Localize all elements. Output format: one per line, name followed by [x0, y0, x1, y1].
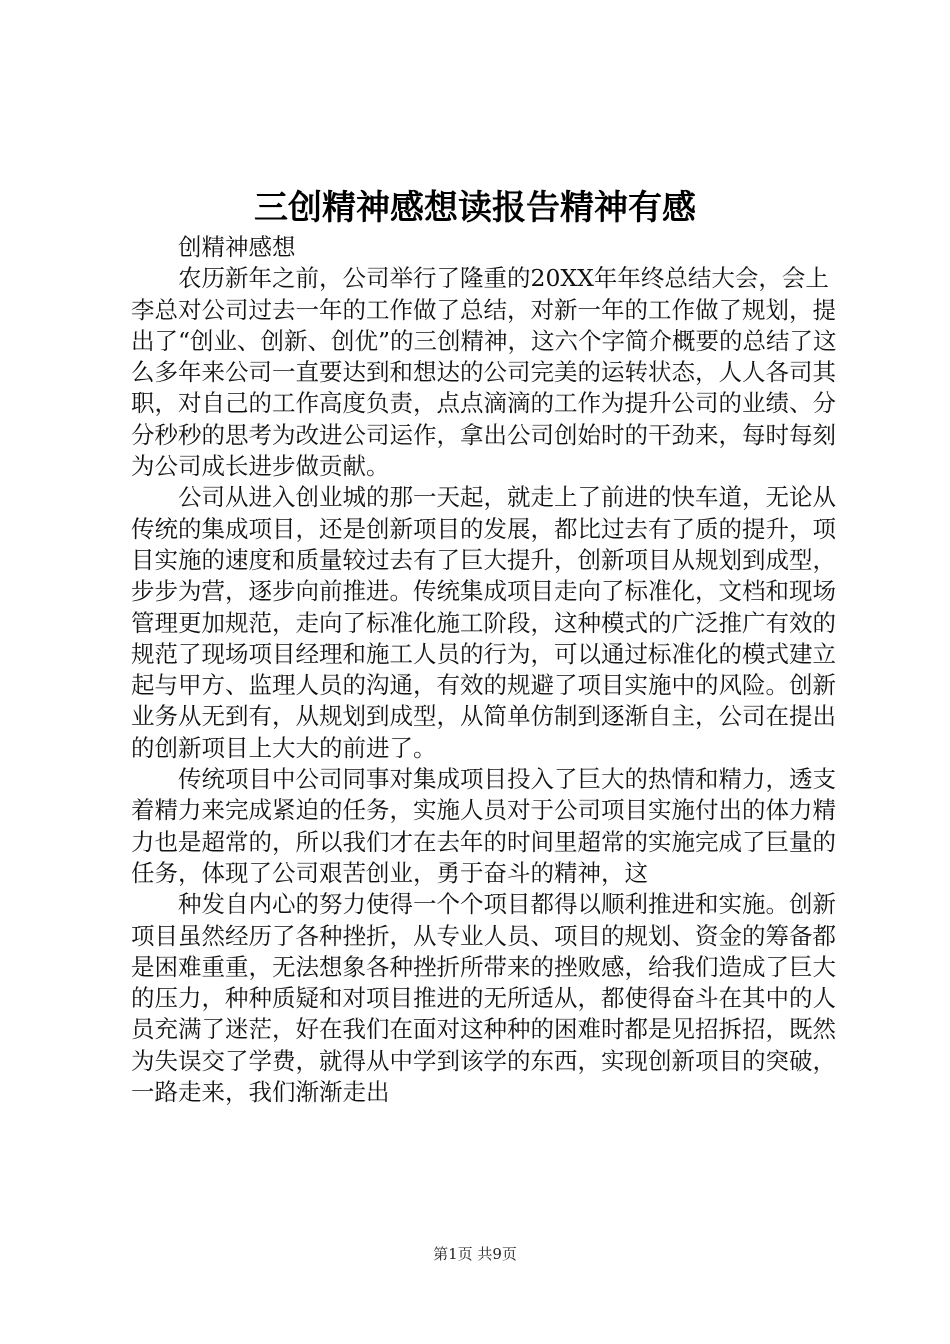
document-body: [131, 232, 843, 1108]
paragraph: 农历新年之前，公司举行了隆重的20XX年年终总结大会，会上李总对公司过去一年的工作做了总结，对新一年的工作做了规划，提出了“创业、创新、创优”的三创精神，这六个字简介概要的总结了这么多年来公司一直要达到和想达的公司完美的运转状态，人人各司其职，对自己的工作高度负责，点点滴滴的工作为提升公司的业绩、分分秒秒的思考为改进公司运作，拿出公司创始时的干劲来，每时每刻为公司成长进步做贡献。: [131, 264, 837, 481]
paragraph: 传统项目中公司同事对集成项目投入了巨大的热情和精力，透支着精力来完成紧迫的任务，实施人员对于公司项目实施付出的体力精力也是超常的，所以我们才在去年的时间里超常的实施完成了巨量的任务，体现了公司艰苦创业，勇于奋斗的精神，这: [131, 765, 836, 887]
document-title: 三创精神感想读报告精神有感: [254, 188, 696, 228]
paragraph: 公司从进入创业城的那一天起，就走上了前进的快车道，无论从传统的集成项目，还是创新项目的发展，都比过去有了质的提升，项目实施的速度和质量较过去有了巨大提升，创新项目从规划到成型，步步为营，逐步向前推进。传统集成项目走向了标准化，文档和现场管理更加规范，走向了标准化施工阶段，这种模式的广泛推广有效的规范了现场项目经理和施工人员的行为，可以通过标准化的模式建立起与甲方、监理人员的沟通，有效的规避了项目实施中的风险。创新业务从无到有，从规划到成型，从简单仿制到逐渐自主，公司在提出的创新项目上大大的前进了。: [131, 483, 836, 762]
paragraph-subtitle: 创精神感想: [178, 233, 296, 261]
paragraph: 种发自内心的努力使得一个个项目都得以顺利推进和实施。创新项目虽然经历了各种挫折，从专业人员、项目的规划、资金的筹备都是困难重重，无法想象各种挫折所带来的挫败感，给我们造成了巨大的压力，种种质疑和对项目推进的无所适从，都使得奋斗在其中的人员充满了迷茫，好在我们在面对这种种的困难时都是见招拆招，既然为失误交了学费，就得从中学到该学的东西，实现创新项目的突破，一路走来，我们渐渐走出: [131, 890, 836, 1107]
page-number-footer: 第1页 共9页: [433, 1245, 517, 1263]
